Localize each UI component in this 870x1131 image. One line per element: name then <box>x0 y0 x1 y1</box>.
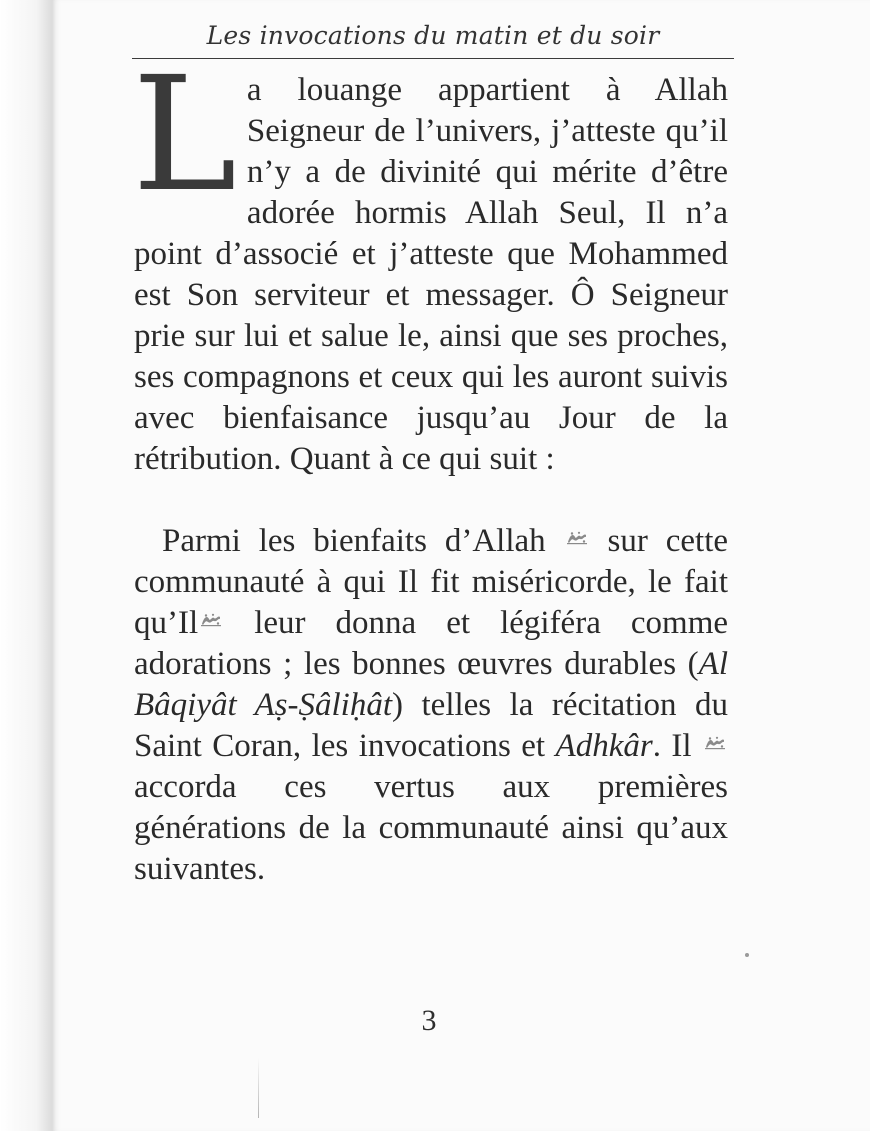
paragraph-text-segment: leur donna et légiféra comme adorations ; les bonnes œuvres durables ( <box>134 605 729 682</box>
paper-speck <box>745 953 749 957</box>
drop-cap: L <box>132 43 237 227</box>
transliteration-term: Adhkâr <box>555 728 653 764</box>
page-body <box>132 43 729 890</box>
opening-paragraph-text: a louange appartient à Allah Seigneur de l’univers, j’atteste qu’il n’y a de divinité qui mérite d’être adorée hormis Allah Seul, Il n’a point d’associé et j’atteste que Mohammed est Son serviteur et messager. Ô Seigneur prie sur lui et salue le, ainsi que ses proches, ses compagnons et ceux qui les auront suivis avec bienfaisance jusqu’au Jour de la rétribution. Quant à ce qui suit : <box>134 72 728 477</box>
transliteration-term: Al Bâqiyât Aṣ-Ṣâliḥât <box>134 646 728 723</box>
second-paragraph <box>134 521 728 890</box>
honorific-glyph-icon <box>566 531 588 545</box>
opening-paragraph <box>132 43 728 480</box>
paper-crease <box>258 1058 259 1118</box>
page-number: 3 <box>421 1004 437 1037</box>
honorific-glyph-icon <box>200 613 222 627</box>
scan-margin <box>0 0 52 1131</box>
honorific-glyph-icon <box>704 736 726 750</box>
paragraph-text-segment: sur cette communauté à qui Il fit miséricorde, le fait qu’Il <box>134 523 729 641</box>
running-header: Les invocations du matin et du soir <box>132 14 734 59</box>
paragraph-text-segment: accorda ces vertus aux premières générations de la communauté ainsi qu’aux suivantes. <box>134 769 728 887</box>
paragraph-text-segment: ) telles la récitation du Saint Coran, les invocations et <box>134 687 728 764</box>
paragraph-text-segment: . Il <box>652 728 692 764</box>
paragraph-text-segment: Parmi les bienfaits d’Allah <box>162 523 546 559</box>
